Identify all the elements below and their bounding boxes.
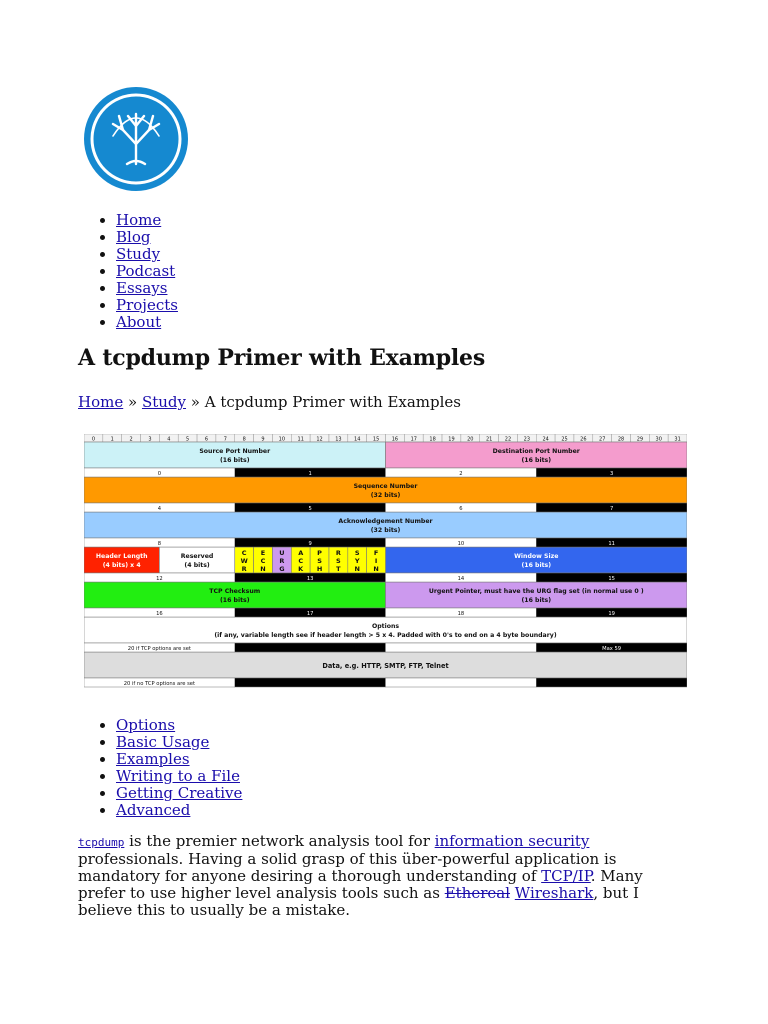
bit-number-label: 8 <box>242 436 246 443</box>
bit-number-label: 12 <box>316 436 323 443</box>
field-label: Options <box>371 623 400 630</box>
nav-link-podcast[interactable]: Podcast <box>116 262 176 280</box>
breadcrumb-separator: » <box>128 393 138 411</box>
flag-letter: Y <box>354 557 360 565</box>
bit-number-label: 18 <box>429 436 436 443</box>
field-cell <box>386 442 688 468</box>
field-sublabel: (if any, variable length see if header length > 5 x 4. Padded with 0's to end on a 4 byte boundary) <box>214 632 557 639</box>
toc-link-advanced[interactable]: Advanced <box>116 801 191 819</box>
bit-number-label: 29 <box>636 436 644 443</box>
offset-label: 0 <box>157 471 162 477</box>
bit-number-label: 4 <box>167 436 171 443</box>
field-sublabel: (16 bits) <box>219 457 250 464</box>
field-label: Header Length <box>95 553 148 560</box>
field-sublabel: (16 bits) <box>521 562 552 569</box>
field-label: Reserved <box>180 553 214 560</box>
flag-letter: S <box>336 557 341 565</box>
bit-number-label: 5 <box>186 436 190 443</box>
site-logo[interactable] <box>83 86 189 192</box>
offset-label: 8 <box>157 541 162 547</box>
toc-link-writing-to-file[interactable]: Writing to a File <box>116 767 240 785</box>
toc-item <box>116 734 242 751</box>
flag-letter: R <box>335 549 341 557</box>
field-cell <box>84 582 386 608</box>
offset-label: 17 <box>306 611 314 617</box>
field-cell <box>386 547 688 573</box>
field-cell <box>84 617 687 643</box>
nav-link-about[interactable]: About <box>116 313 162 331</box>
toc-link-examples[interactable]: Examples <box>116 750 190 768</box>
flag-letter: N <box>260 565 266 573</box>
flag-letter: U <box>279 549 285 557</box>
offset-label: 11 <box>608 541 615 547</box>
wireshark-link[interactable]: Wireshark <box>514 884 594 902</box>
flag-letter: E <box>260 549 266 557</box>
offset-cell <box>536 678 687 687</box>
offset-label: 14 <box>457 576 465 582</box>
offset-label: 4 <box>157 506 162 512</box>
flag-letter: S <box>317 557 322 565</box>
bit-number-label: 26 <box>580 436 587 443</box>
flag-letter: I <box>374 557 378 565</box>
bit-number-label: 13 <box>335 436 342 443</box>
tcpdump-link[interactable]: tcpdump <box>78 836 125 849</box>
offset-label: 18 <box>457 611 465 617</box>
intro-text: is the premier network analysis tool for <box>124 832 435 850</box>
ethereal-link[interactable]: Ethereal <box>444 884 511 902</box>
offset-label: 20 if no TCP options are set <box>123 681 196 687</box>
toc-item <box>116 768 242 785</box>
field-label: TCP Checksum <box>209 588 261 595</box>
bit-number-label: 28 <box>617 436 625 443</box>
field-label: Source Port Number <box>199 448 271 455</box>
field-label: Sequence Number <box>353 483 418 490</box>
flag-letter: A <box>298 549 304 557</box>
offset-label: 6 <box>459 506 463 512</box>
toc-item <box>116 785 242 802</box>
flag-letter: R <box>279 557 285 565</box>
nav-item-essays <box>116 280 178 297</box>
field-sublabel: (32 bits) <box>370 492 401 499</box>
bit-number-label: 2 <box>129 436 133 443</box>
field-sublabel: (16 bits) <box>521 457 552 464</box>
bit-number-label: 19 <box>448 436 455 443</box>
bit-number-label: 11 <box>297 436 304 443</box>
field-label: Acknowledgement Number <box>338 518 433 525</box>
bit-number-label: 22 <box>504 436 512 443</box>
field-sublabel: (4 bits) <box>184 562 210 569</box>
bit-number-label: 30 <box>655 436 662 443</box>
offset-label: 7 <box>609 506 614 512</box>
toc-link-basic-usage[interactable]: Basic Usage <box>116 733 210 751</box>
offset-cell <box>235 643 386 652</box>
offset-label: 1 <box>308 471 312 477</box>
flag-letter: K <box>298 565 304 573</box>
bit-number-label: 0 <box>91 436 96 443</box>
nav-link-study[interactable]: Study <box>116 245 161 263</box>
flag-letter: S <box>354 549 360 557</box>
flag-letter: W <box>240 557 248 565</box>
tcp-header-diagram <box>84 434 687 692</box>
flag-letter: P <box>317 549 322 557</box>
flag-letter: T <box>336 565 341 573</box>
offset-label: 16 <box>156 611 163 617</box>
bit-number-label: 3 <box>148 436 152 443</box>
breadcrumb-separator: » <box>190 393 200 411</box>
offset-label: 12 <box>156 576 163 582</box>
flag-letter: F <box>373 549 379 557</box>
flag-letter: H <box>316 565 323 573</box>
nav-item-home <box>116 212 178 229</box>
toc-item <box>116 751 242 768</box>
field-label: Window Size <box>514 553 559 560</box>
offset-label: 10 <box>457 541 465 547</box>
toc-link-getting-creative[interactable]: Getting Creative <box>116 784 243 802</box>
bit-number-label: 21 <box>485 436 493 443</box>
offset-cell <box>386 678 537 687</box>
offset-cell <box>386 643 537 652</box>
bit-number-label: 17 <box>410 436 417 443</box>
offset-label: 19 <box>608 611 615 617</box>
offset-label: 13 <box>306 576 314 582</box>
bit-number-label: 24 <box>542 436 549 443</box>
nav-item-study <box>116 246 178 263</box>
toc-item <box>116 717 242 734</box>
offset-label: 3 <box>609 471 614 477</box>
breadcrumb-study-link[interactable]: Study <box>141 393 187 411</box>
offset-label: 5 <box>308 506 312 512</box>
intro-text: , but I believe this to usually be a mistake. <box>78 884 639 919</box>
intro-text: professionals. Having a solid grasp of this über-powerful application is mandatory for anyone desiring a thorough understanding of <box>78 850 617 885</box>
bit-number-label: 23 <box>523 436 531 443</box>
bit-number-label: 16 <box>391 436 399 443</box>
field-label: Urgent Pointer, must have the URG flag set (in normal use 0 ) <box>428 588 644 595</box>
main-nav <box>78 212 178 331</box>
field-cell <box>84 512 687 538</box>
field-sublabel: (16 bits) <box>521 597 552 604</box>
flag-letter: G <box>279 565 285 573</box>
nav-item-podcast <box>116 263 178 280</box>
offset-cell <box>235 678 386 687</box>
tcpip-link[interactable]: TCP/IP <box>541 867 591 885</box>
nav-link-home[interactable]: Home <box>116 211 162 229</box>
breadcrumb-home-link[interactable]: Home <box>78 393 124 411</box>
intro-paragraph <box>78 833 678 919</box>
nav-link-blog[interactable]: Blog <box>116 228 151 246</box>
offset-label: 9 <box>308 541 312 547</box>
breadcrumb-current: A tcpdump Primer with Examples <box>204 393 461 411</box>
nav-item-projects <box>116 297 178 314</box>
bit-number-label: 27 <box>599 436 606 443</box>
field-cell <box>386 582 688 608</box>
flag-letter: C <box>241 549 247 557</box>
flag-letter: N <box>354 565 360 573</box>
bit-number-label: 20 <box>467 436 474 443</box>
toc-link-options[interactable]: Options <box>116 716 176 734</box>
bit-number-label: 10 <box>278 436 286 443</box>
offset-label: 15 <box>608 576 615 582</box>
field-label: Destination Port Number <box>492 448 580 455</box>
breadcrumb <box>78 393 461 411</box>
bit-number-label: 7 <box>223 436 227 443</box>
nav-item-about <box>116 314 178 331</box>
bit-number-label: 1 <box>110 436 114 443</box>
field-sublabel: (32 bits) <box>370 527 401 534</box>
bit-number-label: 15 <box>372 436 380 443</box>
flag-letter: C <box>298 557 304 565</box>
intro-text: . Many prefer to use higher level analysis tools such as <box>78 867 643 902</box>
bit-number-label: 9 <box>261 436 265 443</box>
bit-number-label: 6 <box>204 436 209 443</box>
bit-number-label: 14 <box>354 436 361 443</box>
field-cell <box>84 547 159 573</box>
nav-link-projects[interactable]: Projects <box>116 296 178 314</box>
page-title: A tcpdump Primer with Examples <box>78 345 486 371</box>
field-cell <box>84 477 687 503</box>
field-sublabel: (4 bits) x 4 <box>102 562 141 569</box>
offset-label: Max 59 <box>602 646 622 652</box>
offset-label: 20 if TCP options are set <box>127 646 191 652</box>
flag-letter: C <box>260 557 266 565</box>
toc-item <box>116 802 242 819</box>
table-of-contents <box>78 717 242 819</box>
field-cell <box>84 442 386 468</box>
flag-letter: N <box>373 565 379 573</box>
flag-letter: R <box>241 565 247 573</box>
field-label: Data, e.g. HTTP, SMTP, FTP, Telnet <box>322 662 449 670</box>
infosec-link[interactable]: information security <box>434 832 590 850</box>
bit-number-label: 31 <box>674 436 681 443</box>
offset-label: 2 <box>459 471 463 477</box>
nav-item-blog <box>116 229 178 246</box>
nav-link-essays[interactable]: Essays <box>116 279 168 297</box>
bit-number-label: 25 <box>561 436 568 443</box>
field-cell <box>159 547 234 573</box>
field-sublabel: (16 bits) <box>219 597 250 604</box>
